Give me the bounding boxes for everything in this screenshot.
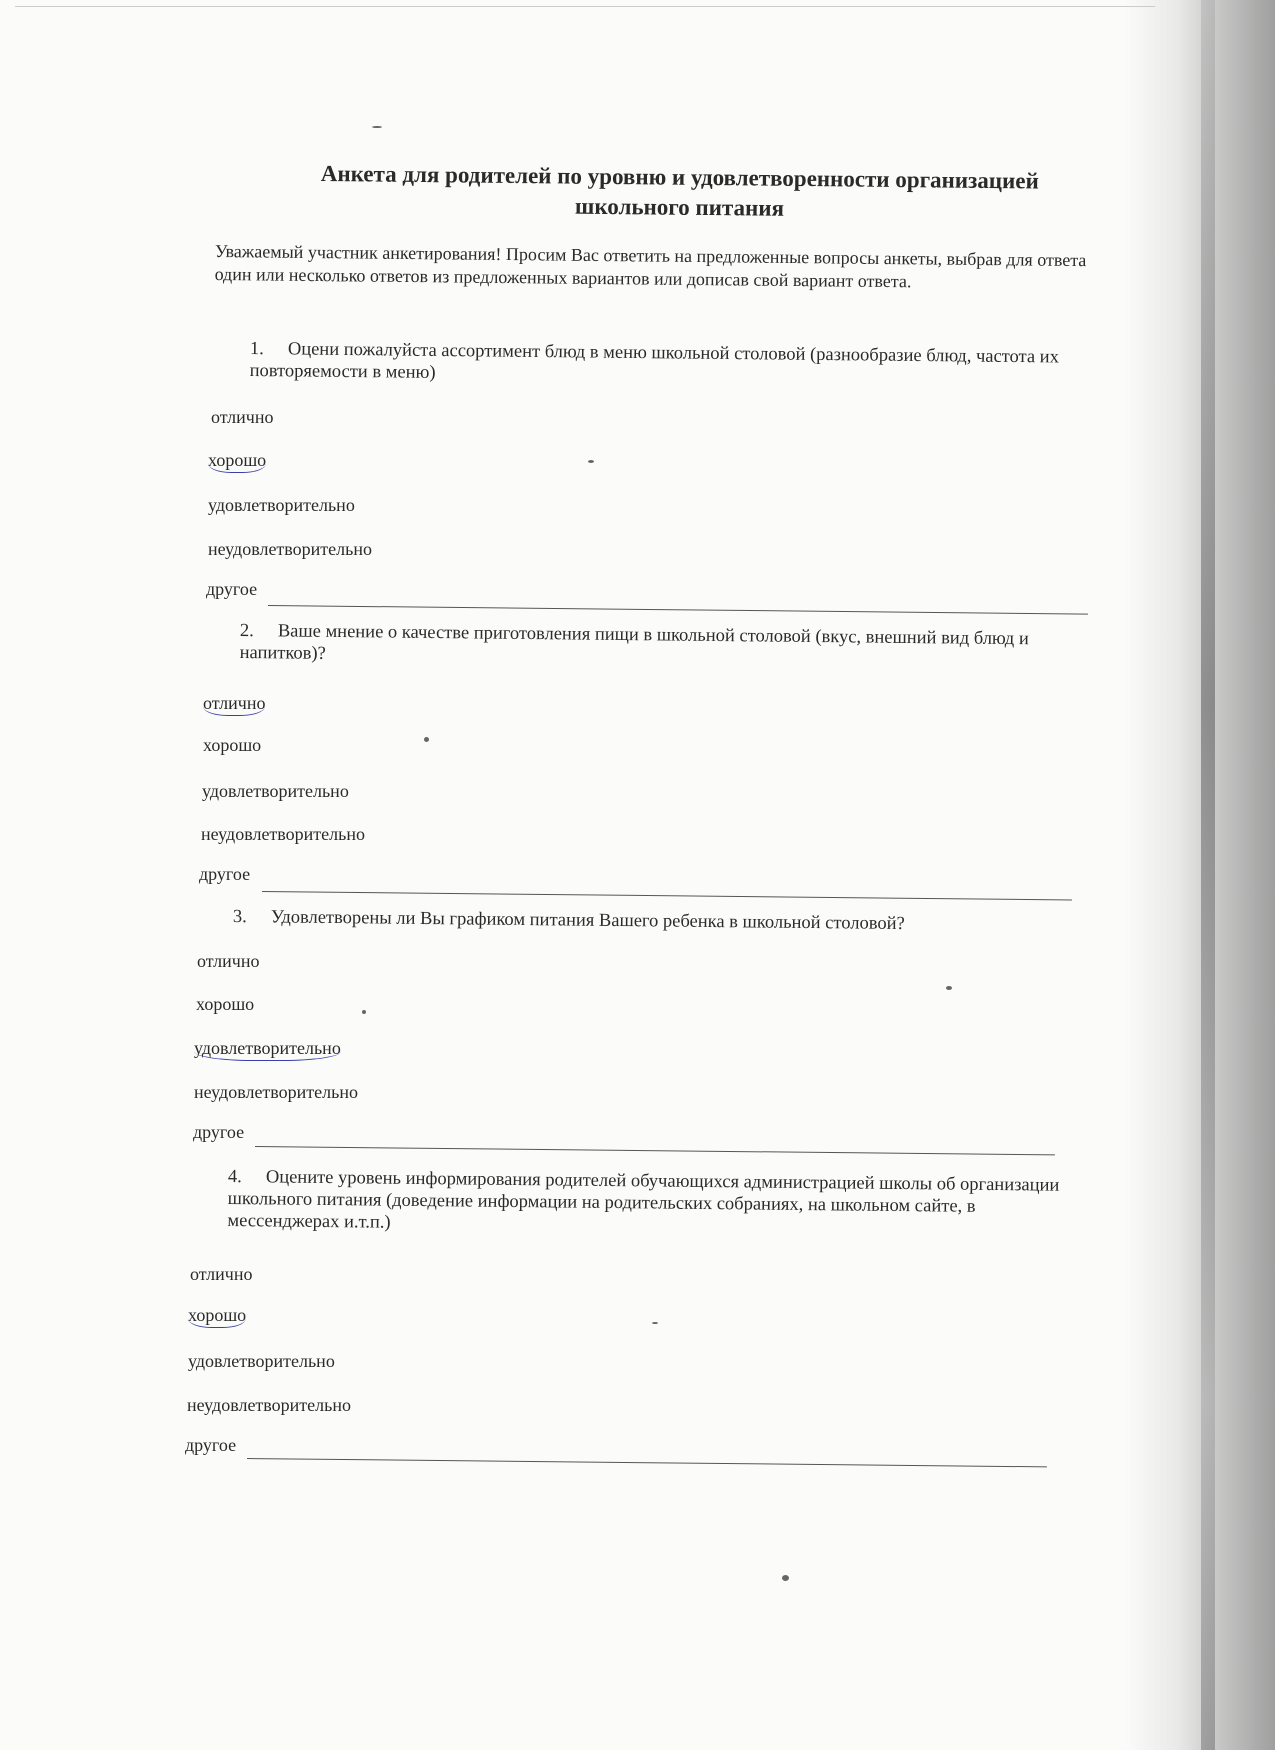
question-text: Удовлетворены ли Вы графиком питания Вашего ребенка в школьной столовой? — [270, 907, 905, 935]
question-number: 2. — [239, 620, 254, 642]
q4-option-unsatisfactory: неудовлетворительно — [187, 1395, 351, 1415]
scan-speck — [652, 1322, 658, 1324]
q3-other-answer-line — [255, 1146, 1055, 1155]
question-number: 3. — [232, 906, 247, 928]
question-text: Оцените уровень информирования родителей обучающихся администрацией школы об организации школьного питания (доведение информации на родительских собраниях, на школьном сайте, в мессенджерах и.т.п.) — [227, 1167, 1060, 1233]
q3-option-satisfactory-marked: удовлетворительно — [194, 1037, 341, 1061]
scan-edge-line — [15, 6, 1155, 7]
question-3 — [233, 906, 1073, 937]
q1-option-satisfactory: удовлетворительно — [208, 495, 355, 515]
scan-speck — [946, 986, 952, 990]
scan-speck — [362, 1010, 366, 1014]
q1-option-good-marked: хорошо — [208, 449, 266, 473]
scan-speck — [424, 737, 429, 742]
q2-option-unsatisfactory: неудовлетворительно — [201, 824, 365, 844]
q3-option-good: хорошо — [196, 994, 255, 1014]
q3-option-other: другое — [193, 1122, 245, 1142]
scan-shadow — [1125, 0, 1275, 1750]
question-1 — [250, 338, 1090, 391]
title-line-2: школьного питания — [574, 193, 785, 221]
scan-speck — [782, 1575, 789, 1581]
title-line-1: Анкета для родителей по уровню и удовлетворенности организацией — [320, 160, 1039, 194]
q4-option-other: другое — [185, 1435, 237, 1455]
q2-option-excellent-marked: отлично — [203, 692, 265, 716]
question-number: 1. — [249, 338, 264, 360]
q2-other-answer-line — [262, 891, 1072, 900]
q1-option-unsatisfactory: неудовлетворительно — [208, 539, 372, 559]
q3-option-excellent: отлично — [197, 951, 260, 971]
q1-option-other: другое — [206, 579, 258, 599]
scan-speck — [588, 460, 594, 463]
q2-option-satisfactory: удовлетворительно — [202, 781, 349, 801]
q4-option-good-marked: хорошо — [188, 1304, 246, 1328]
q4-option-excellent: отлично — [190, 1264, 253, 1284]
q1-option-excellent: отлично — [211, 407, 274, 427]
q1-other-answer-line — [268, 605, 1088, 615]
intro-paragraph: Уважаемый участник анкетирования! Просим Вас ответить на предложенные вопросы анкеты, выбрав для ответа один или несколько ответов из предложенных вариантов или дописав свой вариант ответа. — [214, 240, 1087, 292]
question-text: Оцени пожалуйста ассортимент блюд в меню школьной столовой (разнообразие блюд, частота их повторяемости в меню) — [249, 339, 1059, 383]
scan-speck — [372, 126, 382, 128]
q2-option-other: другое — [199, 864, 251, 884]
question-4 — [227, 1166, 1068, 1241]
question-number: 4. — [227, 1167, 242, 1188]
q4-option-satisfactory: удовлетворительно — [188, 1351, 335, 1371]
question-2 — [240, 620, 1080, 673]
question-text: Ваше мнение о качестве приготовления пищи в школьной столовой (вкус, внешний вид блюд и напитков)? — [239, 621, 1029, 664]
q3-option-unsatisfactory: неудовлетворительно — [194, 1082, 358, 1102]
document-title — [229, 158, 1130, 227]
scan-streak — [1201, 0, 1215, 1750]
q4-other-answer-line — [247, 1458, 1047, 1467]
q2-option-good: хорошо — [203, 735, 262, 755]
